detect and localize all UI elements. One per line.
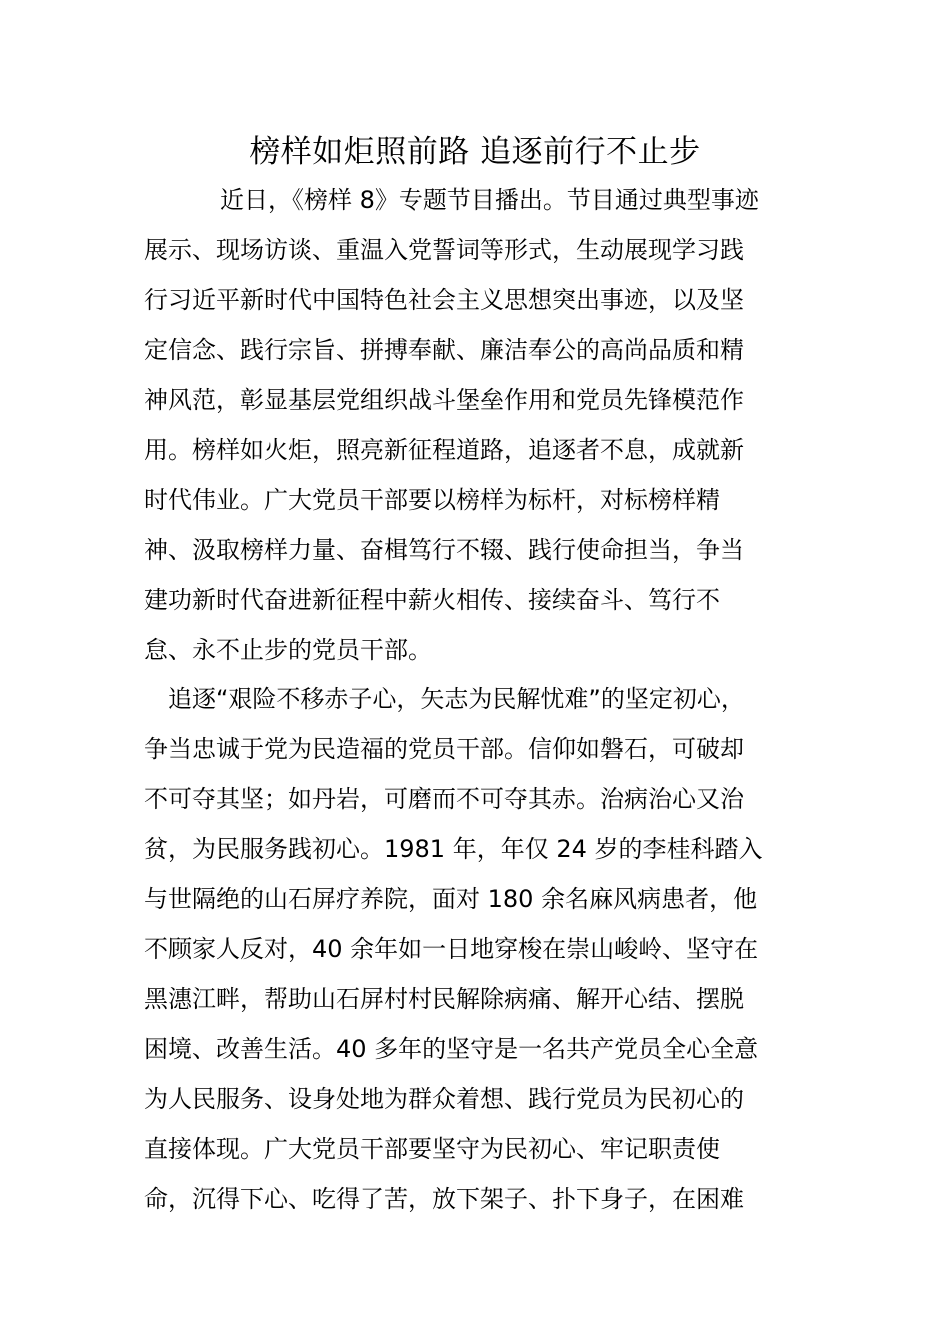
paragraph-line: 建功新时代奋进新征程中薪火相传、接续奋斗、笃行不 [144,586,720,614]
paragraph-line: 不可夺其坚；如丹岩，可磨而不可夺其赤。治病治心又治 [144,785,744,813]
paragraph-line: 命，沉得下心、吃得了苦，放下架子、扑下身子，在困难 [144,1185,744,1213]
paragraph-line: 困境、改善生活。40 多年的坚守是一名共产党员全心全意 [144,1035,759,1063]
paragraph-line: 展示、现场访谈、重温入党誓词等形式，生动展现学习践 [144,236,744,264]
paragraph-line: 神、汲取榜样力量、奋楫笃行不辍、践行使命担当，争当 [144,536,744,564]
paragraph-line: 不顾家人反对，40 余年如一日地穿梭在崇山峻岭、坚守在 [144,935,759,963]
paragraph-line: 贫，为民服务践初心。1981 年，年仅 24 岁的李桂科踏入 [144,835,763,863]
paragraph-line: 定信念、践行宗旨、拼搏奉献、廉洁奉公的高尚品质和精 [144,336,744,364]
paragraph-line: 怠、永不止步的党员干部。 [144,636,432,664]
paragraph-line: 神风范，彰显基层党组织战斗堡垒作用和党员先锋模范作 [144,386,744,414]
paragraph-line: 时代伟业。广大党员干部要以榜样为标杆，对标榜样精 [144,486,720,514]
document-title: 榜样如炬照前路 追逐前行不止步 [249,134,701,170]
paragraph-line: 直接体现。广大党员干部要坚守为民初心、牢记职责使 [144,1135,720,1163]
paragraph-line: 追逐“艰险不移赤子心，矢志为民解忧难”的坚定初心， [168,685,745,713]
paragraph-line: 用。榜样如火炬，照亮新征程道路，追逐者不息，成就新 [144,436,744,464]
paragraph-line: 行习近平新时代中国特色社会主义思想突出事迹，以及坚 [144,286,744,314]
paragraph-line: 争当忠诚于党为民造福的党员干部。信仰如磐石，可破却 [144,735,744,763]
paragraph-line: 与世隔绝的山石屏疗养院，面对 180 余名麻风病患者，他 [144,885,758,913]
paragraph-line: 为人民服务、设身处地为群众着想、践行党员为民初心的 [144,1085,744,1113]
paragraph-line: 近日，《榜样 8》专题节目播出。节目通过典型事迹 [220,186,759,214]
paragraph-line: 黑潓江畔，帮助山石屏村村民解除病痛、解开心结、摆脱 [144,985,744,1013]
